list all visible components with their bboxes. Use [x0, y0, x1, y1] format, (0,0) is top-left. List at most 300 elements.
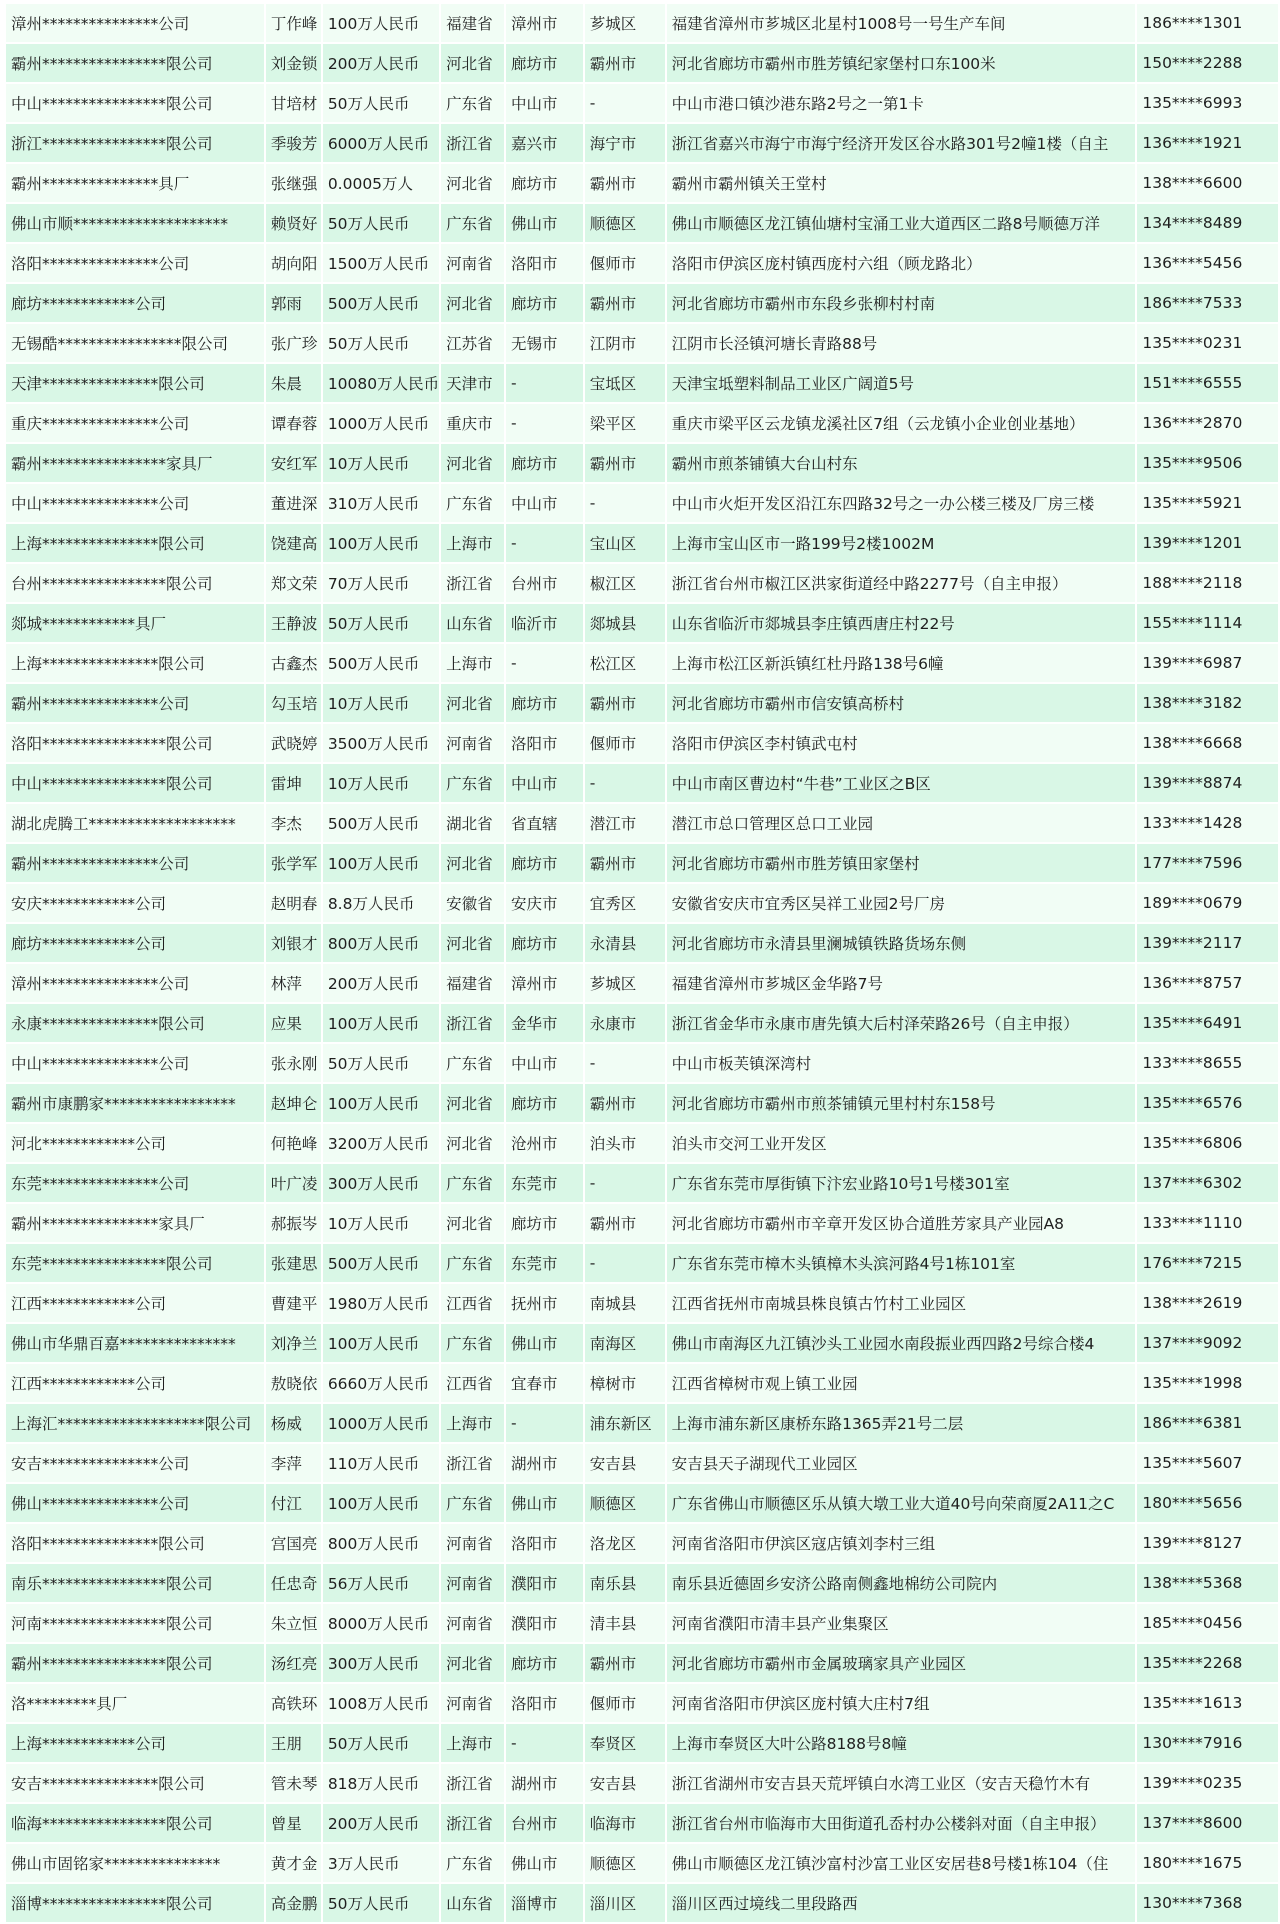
table-row [6, 1324, 1278, 1362]
address-cell: 浙江省湖州市安吉县天荒坪镇白水湾工业区（安吉天稳竹木有 [667, 1764, 1136, 1802]
address-cell: 江阴市长泾镇河塘长青路88号 [667, 324, 1136, 362]
district-cell: 偃师市 [585, 724, 665, 762]
company-name-cell: 上海汇*******************限公司 [6, 1404, 264, 1442]
legal-rep-cell: 杨威 [266, 1404, 321, 1442]
registered-capital-cell: 56万人民币 [323, 1564, 439, 1602]
legal-rep-cell: 曹建平 [266, 1284, 321, 1322]
phone-cell: 136****8757 [1137, 964, 1278, 1002]
phone-cell: 176****7215 [1137, 1244, 1278, 1282]
legal-rep-cell: 何艳峰 [266, 1124, 321, 1162]
company-name-cell: 江西************公司 [6, 1284, 264, 1322]
district-cell: 霸州市 [585, 164, 665, 202]
company-name-cell: 中山***************公司 [6, 1044, 264, 1082]
legal-rep-cell: 季骏芳 [266, 124, 321, 162]
district-cell: 松江区 [585, 644, 665, 682]
city-cell: 临沂市 [506, 604, 583, 642]
table-row [6, 564, 1278, 602]
table-row [6, 804, 1278, 842]
address-cell: 佛山市南海区九江镇沙头工业园水南段振业西四路2号综合楼4 [667, 1324, 1136, 1362]
registered-capital-cell: 1980万人民币 [323, 1284, 439, 1322]
company-name-cell: 永康***************限公司 [6, 1004, 264, 1042]
legal-rep-cell: 管未琴 [266, 1764, 321, 1802]
company-name-cell: 安吉***************限公司 [6, 1764, 264, 1802]
registered-capital-cell: 10万人民币 [323, 1204, 439, 1242]
city-cell: 漳州市 [506, 964, 583, 1002]
address-cell: 重庆市梁平区云龙镇龙溪社区7组（云龙镇小企业创业基地） [667, 404, 1136, 442]
legal-rep-cell: 安红军 [266, 444, 321, 482]
address-cell: 中山市港口镇沙港东路2号之一第1卡 [667, 84, 1136, 122]
address-cell: 福建省漳州市芗城区金华路7号 [667, 964, 1136, 1002]
registered-capital-cell: 100万人民币 [323, 1324, 439, 1362]
city-cell: 廊坊市 [506, 444, 583, 482]
company-name-cell: 霸州****************限公司 [6, 1644, 264, 1682]
province-cell: 浙江省 [441, 1804, 504, 1842]
legal-rep-cell: 王朋 [266, 1724, 321, 1762]
registered-capital-cell: 100万人民币 [323, 1004, 439, 1042]
district-cell: 霸州市 [585, 1204, 665, 1242]
city-cell: 廊坊市 [506, 1204, 583, 1242]
province-cell: 浙江省 [441, 564, 504, 602]
province-cell: 河北省 [441, 444, 504, 482]
company-name-cell: 河北************公司 [6, 1124, 264, 1162]
table-row [6, 1164, 1278, 1202]
phone-cell: 135****9506 [1137, 444, 1278, 482]
registered-capital-cell: 500万人民币 [323, 804, 439, 842]
table-row [6, 724, 1278, 762]
district-cell: - [585, 764, 665, 802]
phone-cell: 139****8874 [1137, 764, 1278, 802]
district-cell: 宝坻区 [585, 364, 665, 402]
district-cell: 淄川区 [585, 1884, 665, 1922]
province-cell: 浙江省 [441, 1444, 504, 1482]
phone-cell: 137****9092 [1137, 1324, 1278, 1362]
district-cell: 泊头市 [585, 1124, 665, 1162]
address-cell: 浙江省嘉兴市海宁市海宁经济开发区谷水路301号2幢1楼（自主 [667, 124, 1136, 162]
province-cell: 河南省 [441, 1684, 504, 1722]
table-row [6, 1244, 1278, 1282]
table-row [6, 884, 1278, 922]
address-cell: 广东省东莞市厚街镇下汴宏业路10号1号楼301室 [667, 1164, 1136, 1202]
legal-rep-cell: 任忠奇 [266, 1564, 321, 1602]
company-name-cell: 洛阳***************公司 [6, 244, 264, 282]
legal-rep-cell: 赖贤好 [266, 204, 321, 242]
table-row [6, 1004, 1278, 1042]
address-cell: 河北省廊坊市霸州市辛章开发区协合道胜芳家具产业园A8 [667, 1204, 1136, 1242]
table-row [6, 1604, 1278, 1642]
legal-rep-cell: 朱立恒 [266, 1604, 321, 1642]
city-cell: 佛山市 [506, 204, 583, 242]
phone-cell: 186****7533 [1137, 284, 1278, 322]
district-cell: - [585, 1244, 665, 1282]
table-row [6, 484, 1278, 522]
legal-rep-cell: 勾玉培 [266, 684, 321, 722]
legal-rep-cell: 古鑫杰 [266, 644, 321, 682]
province-cell: 天津市 [441, 364, 504, 402]
address-cell: 河北省廊坊市永清县里澜城镇铁路货场东侧 [667, 924, 1136, 962]
province-cell: 河北省 [441, 924, 504, 962]
city-cell: 佛山市 [506, 1324, 583, 1362]
legal-rep-cell: 谭春蓉 [266, 404, 321, 442]
table-row [6, 444, 1278, 482]
district-cell: 椒江区 [585, 564, 665, 602]
company-name-cell: 佛山市顺******************** [6, 204, 264, 242]
table-row [6, 4, 1278, 42]
city-cell: 嘉兴市 [506, 124, 583, 162]
phone-cell: 139****2117 [1137, 924, 1278, 962]
table-row [6, 284, 1278, 322]
registered-capital-cell: 200万人民币 [323, 964, 439, 1002]
table-row [6, 1644, 1278, 1682]
province-cell: 安徽省 [441, 884, 504, 922]
legal-rep-cell: 敖晓依 [266, 1364, 321, 1402]
province-cell: 浙江省 [441, 1004, 504, 1042]
phone-cell: 188****2118 [1137, 564, 1278, 602]
company-name-cell: 廊坊************公司 [6, 284, 264, 322]
city-cell: - [506, 524, 583, 562]
legal-rep-cell: 赵坤仑 [266, 1084, 321, 1122]
registered-capital-cell: 100万人民币 [323, 844, 439, 882]
address-cell: 广东省佛山市顺德区乐从镇大墩工业大道40号向荣商厦2A11之C [667, 1484, 1136, 1522]
phone-cell: 150****2288 [1137, 44, 1278, 82]
address-cell: 上海市松江区新浜镇红杜丹路138号6幢 [667, 644, 1136, 682]
phone-cell: 135****6993 [1137, 84, 1278, 122]
legal-rep-cell: 丁作峰 [266, 4, 321, 42]
table-row [6, 1444, 1278, 1482]
legal-rep-cell: 付江 [266, 1484, 321, 1522]
city-cell: 廊坊市 [506, 684, 583, 722]
city-cell: 宜春市 [506, 1364, 583, 1402]
table-row [6, 1044, 1278, 1082]
province-cell: 广东省 [441, 1484, 504, 1522]
city-cell: - [506, 1404, 583, 1442]
legal-rep-cell: 黄才金 [266, 1844, 321, 1882]
table-row [6, 1284, 1278, 1322]
phone-cell: 134****8489 [1137, 204, 1278, 242]
legal-rep-cell: 饶建高 [266, 524, 321, 562]
province-cell: 广东省 [441, 1044, 504, 1082]
table-row [6, 1684, 1278, 1722]
legal-rep-cell: 郝振岑 [266, 1204, 321, 1242]
table-row [6, 524, 1278, 562]
district-cell: 霸州市 [585, 44, 665, 82]
company-name-cell: 无锡酷****************限公司 [6, 324, 264, 362]
company-name-cell: 霸州市康鹏家***************** [6, 1084, 264, 1122]
registered-capital-cell: 100万人民币 [323, 1084, 439, 1122]
company-name-cell: 霸州***************公司 [6, 684, 264, 722]
phone-cell: 139****0235 [1137, 1764, 1278, 1802]
province-cell: 河南省 [441, 1604, 504, 1642]
city-cell: 无锡市 [506, 324, 583, 362]
city-cell: 中山市 [506, 84, 583, 122]
legal-rep-cell: 张广珍 [266, 324, 321, 362]
province-cell: 广东省 [441, 1164, 504, 1202]
phone-cell: 137****8600 [1137, 1804, 1278, 1842]
company-name-cell: 重庆***************公司 [6, 404, 264, 442]
city-cell: - [506, 644, 583, 682]
registered-capital-cell: 50万人民币 [323, 324, 439, 362]
phone-cell: 137****6302 [1137, 1164, 1278, 1202]
city-cell: 安庆市 [506, 884, 583, 922]
table-body [6, 4, 1278, 1922]
address-cell: 中山市板芙镇深湾村 [667, 1044, 1136, 1082]
district-cell: 永康市 [585, 1004, 665, 1042]
province-cell: 山东省 [441, 604, 504, 642]
registered-capital-cell: 3200万人民币 [323, 1124, 439, 1162]
table-row [6, 1124, 1278, 1162]
province-cell: 河北省 [441, 1124, 504, 1162]
legal-rep-cell: 李杰 [266, 804, 321, 842]
registered-capital-cell: 800万人民币 [323, 924, 439, 962]
province-cell: 广东省 [441, 764, 504, 802]
phone-cell: 177****7596 [1137, 844, 1278, 882]
phone-cell: 189****0679 [1137, 884, 1278, 922]
city-cell: 漳州市 [506, 4, 583, 42]
city-cell: 抚州市 [506, 1284, 583, 1322]
registered-capital-cell: 310万人民币 [323, 484, 439, 522]
city-cell: 省直辖 [506, 804, 583, 842]
province-cell: 河北省 [441, 284, 504, 322]
province-cell: 河北省 [441, 844, 504, 882]
registered-capital-cell: 0.0005万人 [323, 164, 439, 202]
table-row [6, 124, 1278, 162]
registered-capital-cell: 70万人民币 [323, 564, 439, 602]
province-cell: 河南省 [441, 1524, 504, 1562]
district-cell: 芗城区 [585, 4, 665, 42]
city-cell: 濮阳市 [506, 1564, 583, 1602]
province-cell: 河南省 [441, 244, 504, 282]
phone-cell: 138****3182 [1137, 684, 1278, 722]
address-cell: 安徽省安庆市宜秀区吴祥工业园2号厂房 [667, 884, 1136, 922]
address-cell: 河北省廊坊市霸州市金属玻璃家具产业园区 [667, 1644, 1136, 1682]
registered-capital-cell: 1008万人民币 [323, 1684, 439, 1722]
table-row [6, 604, 1278, 642]
legal-rep-cell: 高铁环 [266, 1684, 321, 1722]
address-cell: 泊头市交河工业开发区 [667, 1124, 1136, 1162]
province-cell: 重庆市 [441, 404, 504, 442]
table-row [6, 44, 1278, 82]
province-cell: 浙江省 [441, 1764, 504, 1802]
phone-cell: 180****1675 [1137, 1844, 1278, 1882]
registered-capital-cell: 3500万人民币 [323, 724, 439, 762]
city-cell: 湖州市 [506, 1444, 583, 1482]
district-cell: 霸州市 [585, 1644, 665, 1682]
phone-cell: 139****8127 [1137, 1524, 1278, 1562]
district-cell: 霸州市 [585, 444, 665, 482]
table-row [6, 84, 1278, 122]
registered-capital-cell: 500万人民币 [323, 284, 439, 322]
legal-rep-cell: 叶广凌 [266, 1164, 321, 1202]
company-name-cell: 中山****************限公司 [6, 84, 264, 122]
registered-capital-cell: 50万人民币 [323, 84, 439, 122]
address-cell: 河北省廊坊市霸州市胜芳镇田家堡村 [667, 844, 1136, 882]
district-cell: 永清县 [585, 924, 665, 962]
district-cell: - [585, 1164, 665, 1202]
phone-cell: 130****7368 [1137, 1884, 1278, 1922]
province-cell: 广东省 [441, 484, 504, 522]
registered-capital-cell: 10080万人民币 [323, 364, 439, 402]
address-cell: 河北省廊坊市霸州市煎茶铺镇元里村村东158号 [667, 1084, 1136, 1122]
city-cell: 洛阳市 [506, 244, 583, 282]
phone-cell: 133****1110 [1137, 1204, 1278, 1242]
phone-cell: 135****1613 [1137, 1684, 1278, 1722]
city-cell: 台州市 [506, 564, 583, 602]
legal-rep-cell: 高金鹏 [266, 1884, 321, 1922]
registered-capital-cell: 100万人民币 [323, 4, 439, 42]
city-cell: - [506, 364, 583, 402]
city-cell: - [506, 404, 583, 442]
province-cell: 河北省 [441, 164, 504, 202]
legal-rep-cell: 郭雨 [266, 284, 321, 322]
legal-rep-cell: 赵明春 [266, 884, 321, 922]
address-cell: 霸州市煎茶铺镇大台山村东 [667, 444, 1136, 482]
table-row [6, 684, 1278, 722]
registered-capital-cell: 100万人民币 [323, 524, 439, 562]
registered-capital-cell: 8000万人民币 [323, 1604, 439, 1642]
company-name-cell: 佛山市固铭家*************** [6, 1844, 264, 1882]
table-row [6, 1804, 1278, 1842]
legal-rep-cell: 张建思 [266, 1244, 321, 1282]
table-row [6, 844, 1278, 882]
company-name-cell: 上海***************限公司 [6, 524, 264, 562]
address-cell: 霸州市霸州镇关王堂村 [667, 164, 1136, 202]
company-name-cell: 河南****************限公司 [6, 1604, 264, 1642]
registered-capital-cell: 50万人民币 [323, 1884, 439, 1922]
registered-capital-cell: 1000万人民币 [323, 404, 439, 442]
address-cell: 上海市宝山区市一路199号2楼1002M [667, 524, 1136, 562]
registered-capital-cell: 1500万人民币 [323, 244, 439, 282]
city-cell: 洛阳市 [506, 724, 583, 762]
city-cell: 洛阳市 [506, 1684, 583, 1722]
district-cell: 宝山区 [585, 524, 665, 562]
company-name-cell: 安吉***************公司 [6, 1444, 264, 1482]
company-name-cell: 洛*********具厂 [6, 1684, 264, 1722]
phone-cell: 135****6576 [1137, 1084, 1278, 1122]
legal-rep-cell: 李萍 [266, 1444, 321, 1482]
province-cell: 上海市 [441, 1404, 504, 1442]
table-row [6, 404, 1278, 442]
province-cell: 福建省 [441, 964, 504, 1002]
address-cell: 上海市奉贤区大叶公路8188号8幢 [667, 1724, 1136, 1762]
city-cell: 濮阳市 [506, 1604, 583, 1642]
phone-cell: 133****8655 [1137, 1044, 1278, 1082]
company-name-cell: 淄博****************限公司 [6, 1884, 264, 1922]
company-name-cell: 佛山***************公司 [6, 1484, 264, 1522]
company-name-cell: 佛山市华鼎百嘉*************** [6, 1324, 264, 1362]
registered-capital-cell: 200万人民币 [323, 44, 439, 82]
registered-capital-cell: 10万人民币 [323, 444, 439, 482]
city-cell: 沧州市 [506, 1124, 583, 1162]
legal-rep-cell: 朱晨 [266, 364, 321, 402]
company-name-cell: 中山***************公司 [6, 484, 264, 522]
phone-cell: 136****2870 [1137, 404, 1278, 442]
district-cell: 偃师市 [585, 244, 665, 282]
company-name-cell: 上海***************限公司 [6, 644, 264, 682]
table-row [6, 1884, 1278, 1922]
province-cell: 河北省 [441, 1644, 504, 1682]
city-cell: 东莞市 [506, 1244, 583, 1282]
province-cell: 河北省 [441, 684, 504, 722]
district-cell: 南城县 [585, 1284, 665, 1322]
district-cell: 顺德区 [585, 204, 665, 242]
address-cell: 河南省洛阳市伊滨区寇店镇刘李村三组 [667, 1524, 1136, 1562]
address-cell: 浙江省金华市永康市唐先镇大后村泽荣路26号（自主申报） [667, 1004, 1136, 1042]
city-cell: 廊坊市 [506, 44, 583, 82]
province-cell: 江西省 [441, 1364, 504, 1402]
registered-capital-cell: 8.8万人民币 [323, 884, 439, 922]
district-cell: 霸州市 [585, 1084, 665, 1122]
province-cell: 河北省 [441, 44, 504, 82]
district-cell: 临海市 [585, 1804, 665, 1842]
district-cell: - [585, 1044, 665, 1082]
company-name-cell: 郯城************具厂 [6, 604, 264, 642]
district-cell: 郯城县 [585, 604, 665, 642]
city-cell: 廊坊市 [506, 164, 583, 202]
company-name-cell: 漳州***************公司 [6, 4, 264, 42]
registered-capital-cell: 10万人民币 [323, 684, 439, 722]
city-cell: 廊坊市 [506, 1644, 583, 1682]
registered-capital-cell: 818万人民币 [323, 1764, 439, 1802]
registered-capital-cell: 50万人民币 [323, 1044, 439, 1082]
province-cell: 广东省 [441, 204, 504, 242]
legal-rep-cell: 郑文荣 [266, 564, 321, 602]
province-cell: 上海市 [441, 1724, 504, 1762]
phone-cell: 136****1921 [1137, 124, 1278, 162]
table-row [6, 1204, 1278, 1242]
company-name-cell: 上海************公司 [6, 1724, 264, 1762]
phone-cell: 139****6987 [1137, 644, 1278, 682]
district-cell: 宜秀区 [585, 884, 665, 922]
phone-cell: 186****6381 [1137, 1404, 1278, 1442]
company-name-cell: 霸州***************公司 [6, 844, 264, 882]
province-cell: 上海市 [441, 644, 504, 682]
company-name-cell: 浙江****************限公司 [6, 124, 264, 162]
table-row [6, 764, 1278, 802]
district-cell: 霸州市 [585, 844, 665, 882]
district-cell: 海宁市 [585, 124, 665, 162]
registered-capital-cell: 500万人民币 [323, 1244, 439, 1282]
province-cell: 江西省 [441, 1284, 504, 1322]
address-cell: 洛阳市伊滨区李村镇武屯村 [667, 724, 1136, 762]
province-cell: 山东省 [441, 1884, 504, 1922]
phone-cell: 185****0456 [1137, 1604, 1278, 1642]
district-cell: 偃师市 [585, 1684, 665, 1722]
district-cell: 樟树市 [585, 1364, 665, 1402]
phone-cell: 151****6555 [1137, 364, 1278, 402]
table-row [6, 644, 1278, 682]
table-row [6, 1844, 1278, 1882]
district-cell: 潜江市 [585, 804, 665, 842]
district-cell: - [585, 84, 665, 122]
district-cell: 洛龙区 [585, 1524, 665, 1562]
phone-cell: 135****2268 [1137, 1644, 1278, 1682]
table-row [6, 1084, 1278, 1122]
province-cell: 河北省 [441, 1204, 504, 1242]
phone-cell: 138****5368 [1137, 1564, 1278, 1602]
address-cell: 河北省廊坊市霸州市东段乡张柳村村南 [667, 284, 1136, 322]
phone-cell: 155****1114 [1137, 604, 1278, 642]
province-cell: 河南省 [441, 724, 504, 762]
address-cell: 淄川区西过境线二里段路西 [667, 1884, 1136, 1922]
registered-capital-cell: 1000万人民币 [323, 1404, 439, 1442]
district-cell: 南海区 [585, 1324, 665, 1362]
table-row [6, 1764, 1278, 1802]
phone-cell: 135****0231 [1137, 324, 1278, 362]
phone-cell: 135****5607 [1137, 1444, 1278, 1482]
phone-cell: 135****6806 [1137, 1124, 1278, 1162]
address-cell: 江西省抚州市南城县株良镇古竹村工业园区 [667, 1284, 1136, 1322]
address-cell: 河北省廊坊市霸州市胜芳镇纪家堡村口东100米 [667, 44, 1136, 82]
address-cell: 浙江省台州市临海市大田街道孔岙村办公楼斜对面（自主申报） [667, 1804, 1136, 1842]
